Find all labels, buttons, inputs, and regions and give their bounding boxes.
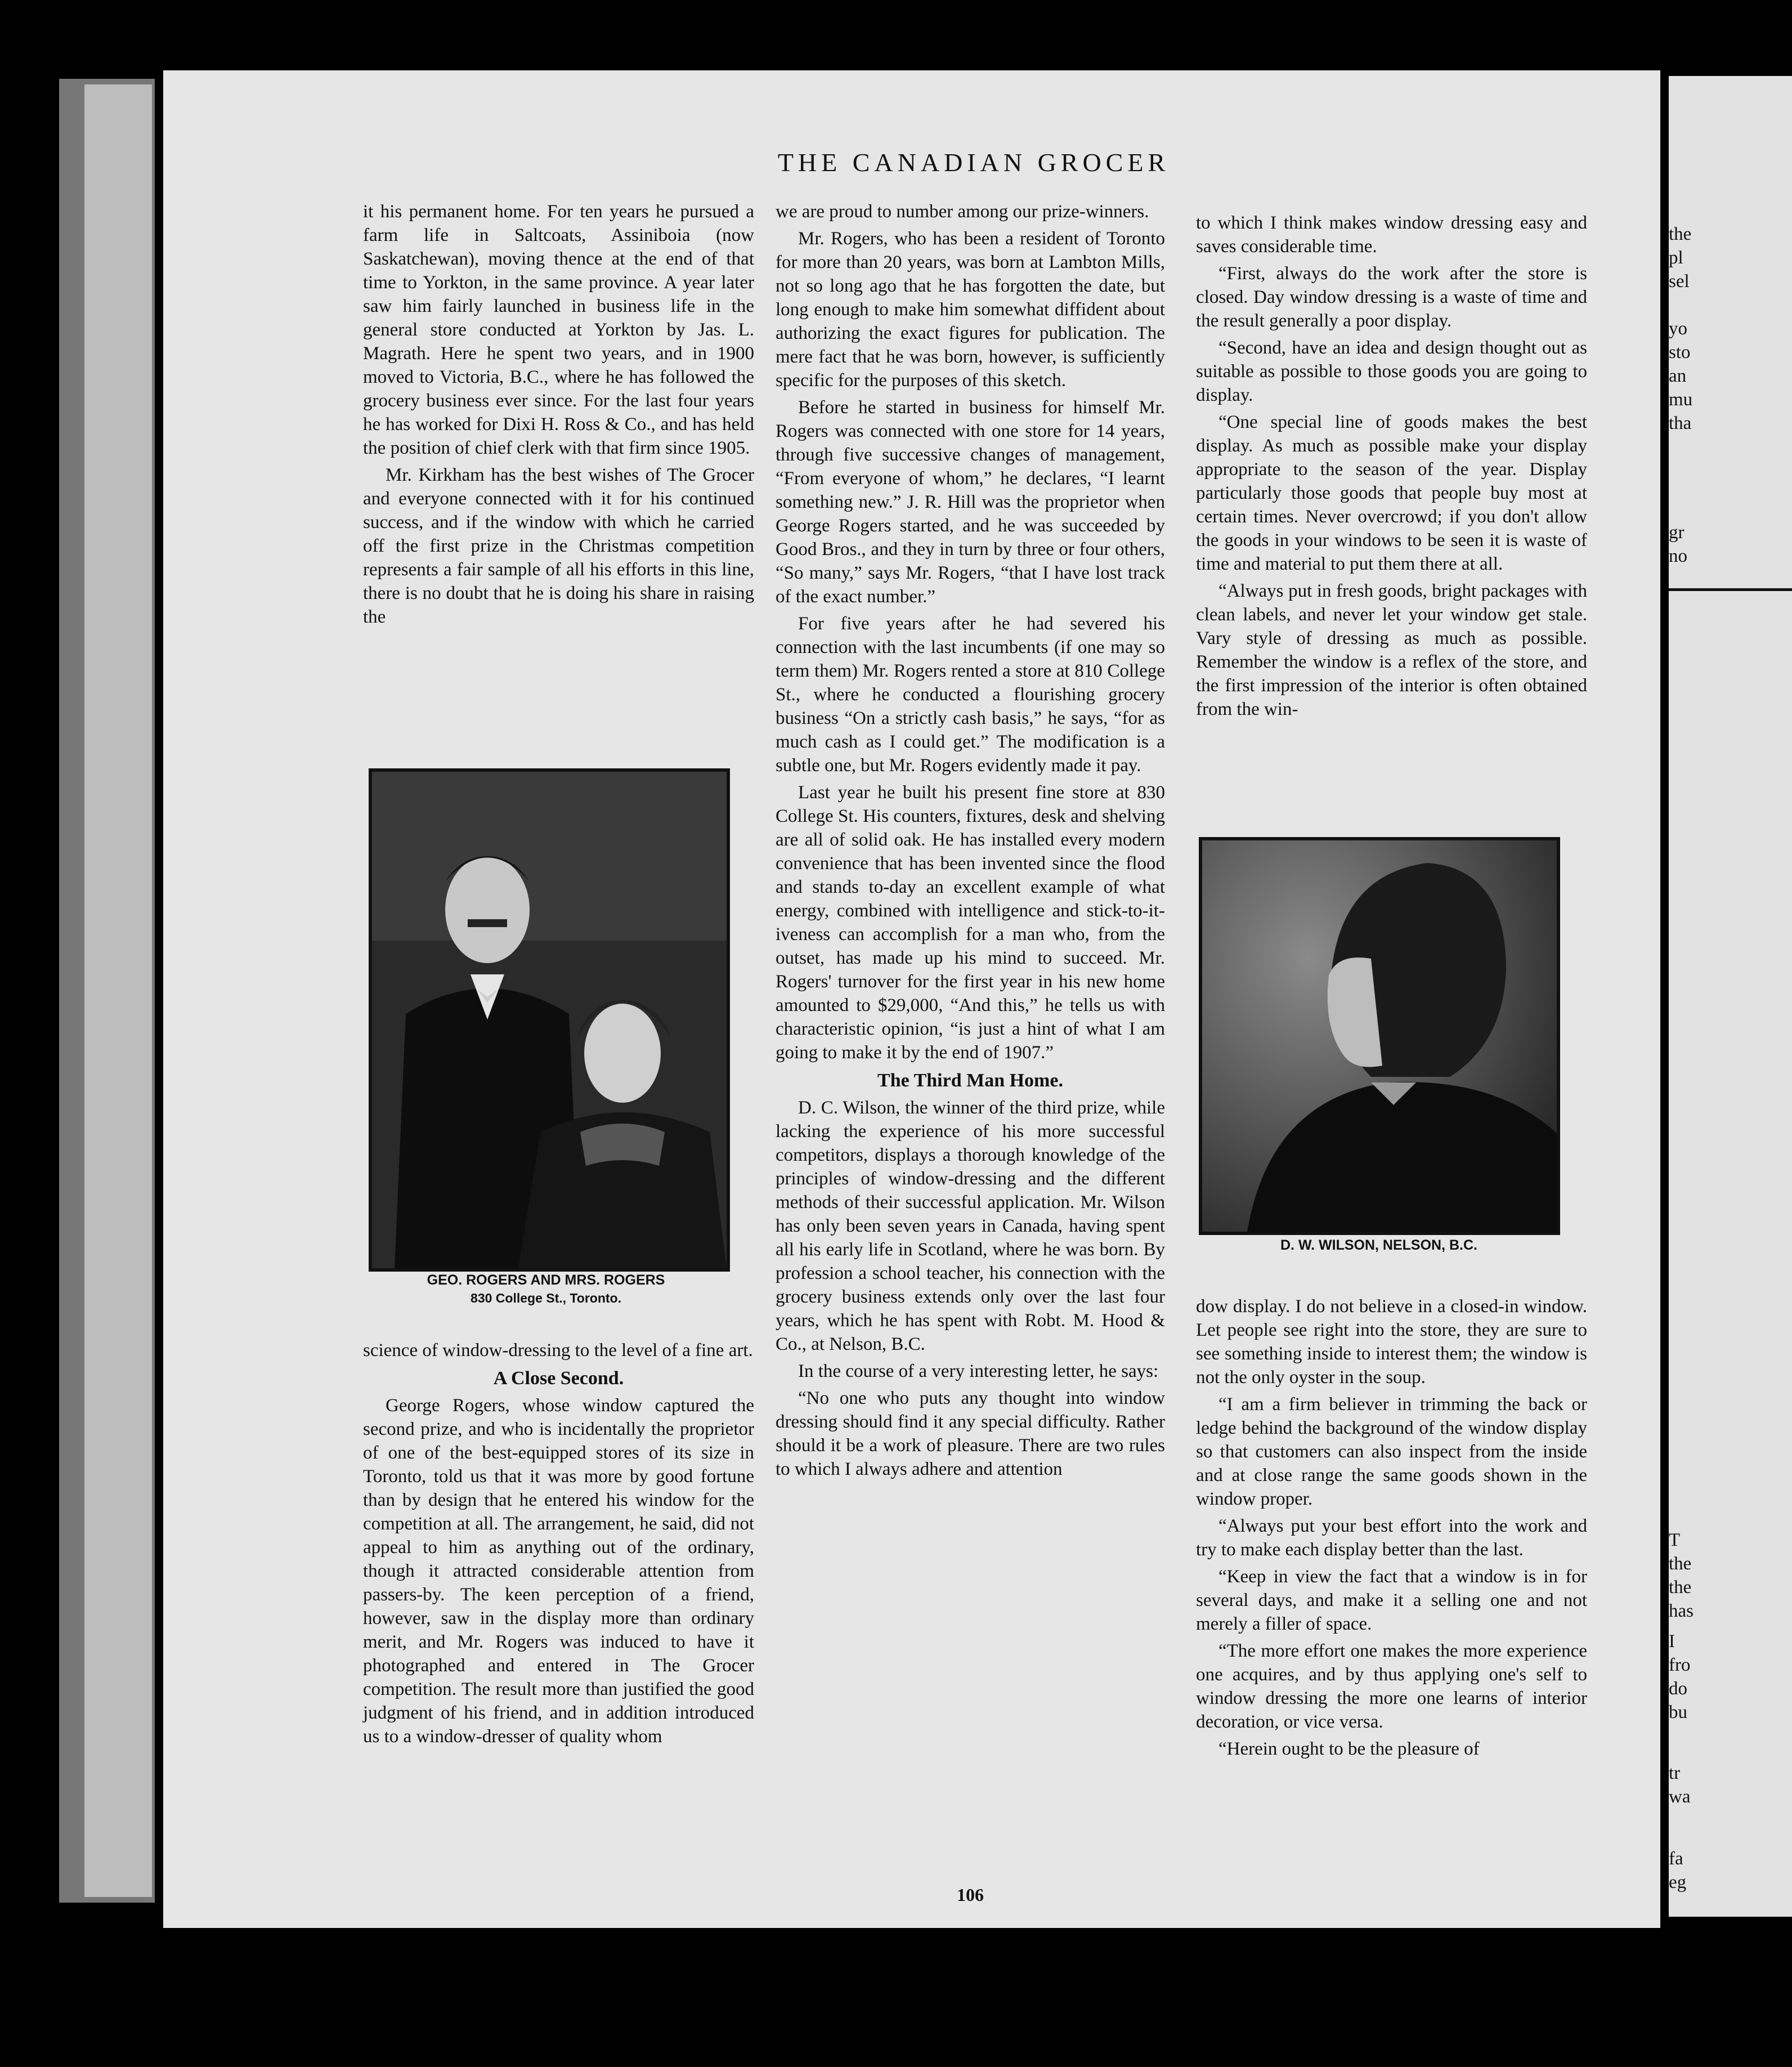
column-1-bottom bbox=[363, 1339, 754, 1752]
photo-rogers-caption bbox=[360, 1271, 732, 1307]
text-fragment: fa bbox=[1669, 1849, 1683, 1869]
paragraph: “Keep in view the fact that a window is in for several days, and make it a selling one and not merely a filler of space. bbox=[1196, 1567, 1587, 1634]
portrait-man-image bbox=[1202, 840, 1557, 1232]
text-fragment: T bbox=[1669, 1530, 1681, 1550]
text-fragment: the bbox=[1669, 1554, 1692, 1574]
text-fragment: the bbox=[1669, 224, 1692, 244]
text-fragment: fro bbox=[1669, 1655, 1691, 1675]
paragraph: D. C. Wilson, the winner of the third prize, while lacking the experience of his more successful competitors, displays a thorough knowledge of the principles of window-dressing and the different methods of their successful application. Mr. Wilson has only been seven years in Canada, having spent all his early life in Scotland, where he was born. By profession a school teacher, his connection with the grocery business extends only over the last four years, which he has spent with Robt. M. Hood & Co., at Nelson, B.C. bbox=[776, 1098, 1165, 1354]
paragraph: “Second, have an idea and design thought out as suitable as possible to those goods you are going to display. bbox=[1196, 338, 1587, 405]
text-fragment: eg bbox=[1669, 1872, 1687, 1892]
paragraph: science of window-dressing to the level of a fine art. bbox=[363, 1340, 753, 1361]
paragraph: “One special line of goods makes the best display. As much as possible make your display appropriate to the season of the year. Display particularly those goods that people buy most at certain times. Never overcrowd; if you don't allow the goods in your windows to be seen it is waste of time and material to put them there at all. bbox=[1196, 412, 1587, 574]
paragraph: “Herein ought to be the pleasure of bbox=[1218, 1739, 1480, 1759]
text-fragment: pl bbox=[1669, 248, 1683, 268]
divider bbox=[1669, 588, 1792, 591]
text-fragment: tr bbox=[1669, 1763, 1681, 1783]
paragraph: “Always put your best effort into the work and try to make each display better than the last. bbox=[1196, 1516, 1587, 1560]
paragraph: “The more effort one makes the more experience one acquires, and by thus applying one's self to window dressing the more one learns of interior decoration, or vice versa. bbox=[1196, 1641, 1587, 1732]
text-fragment: gr bbox=[1669, 522, 1685, 543]
column-1-top bbox=[363, 200, 754, 632]
paragraph: “I am a firm believer in trimming the back or ledge behind the background of the window display so that customers can also inspect from the inside and at close range the same goods shown in the window proper. bbox=[1196, 1394, 1587, 1509]
caption-line: GEO. ROGERS AND MRS. ROGERS bbox=[427, 1272, 665, 1288]
paragraph: Mr. Rogers, who has been a resident of Toronto for more than 20 years, was born at Lambton Mills, not so long ago that he has forgotten the date, but long enough to make him somewhat diffident about authorizing the exact figures for publication. The mere fact that he was born, however, is sufficiently specific for the purposes of this sketch. bbox=[776, 229, 1165, 391]
paragraph: it his permanent home. For ten years he pursued a farm life in Saltcoats, Assiniboia (now Saskatchewan), moving thence at the end of that time to Yorkton, in the same province. A year later saw him fairly launched in business life in the general store conducted at Yorkton by Jas. L. Magrath. Here he spent two years, and in 1900 moved to Victoria, B.C., where he has followed the grocery business ever since. For the last four years he has worked for Dixi H. Ross & Co., and has held the position of chief clerk with that firm since 1905. bbox=[363, 202, 754, 458]
column-3-bottom bbox=[1196, 1295, 1587, 1764]
portrait-couple-image bbox=[372, 772, 727, 1268]
text-fragment: do bbox=[1669, 1679, 1687, 1699]
caption-line: 830 College St., Toronto. bbox=[471, 1291, 621, 1305]
paragraph: George Rogers, whose window captured the second prize, and who is incidentally the proprietor of one of the best-equipped stores of its size in Toronto, told us that it was more by good fortune than by design that he entered his window for the competition at all. The arrangement, he said, did not appeal to him as anything out of the ordinary, though it attracted considerable attention from passers-by. The keen perception of a friend, however, saw in the display more than ordinary merit, and Mr. Rogers was induced to have it photographed and entered in The Grocer competition. The result more than justified the good judgment of his friend, and in addition introduced us to a window-dresser of quality whom bbox=[363, 1395, 754, 1747]
paragraph: Before he started in business for himself Mr. Rogers was connected with one store for 14 years, through five successive changes of management, “From everyone of whom,” he declares, “I learnt something new.” J. R. Hill was the proprietor when George Rogers started, and he was succeeded by Good Bros., and they in turn by three or four others, “So many,” says Mr. Rogers, “that I have lost track of the exact number.” bbox=[776, 397, 1165, 607]
book-page-stack bbox=[84, 84, 152, 1897]
paragraph: “Always put in fresh goods, bright packages with clean labels, and never let your window get stale. Vary style of dressing as much as possible. Remember the window is a reflex of the store, and the first impression of the interior is often obtained from the win- bbox=[1196, 581, 1587, 719]
text-fragment: mu bbox=[1669, 390, 1693, 410]
subheading: The Third Man Home. bbox=[877, 1070, 1063, 1091]
paragraph: Mr. Kirkham has the best wishes of The Grocer and everyone connected with it for his continued success, and if the window with which he carried off the first prize in the Christmas competition represents a fair sample of all his efforts in this line, there is no doubt that he is doing his share in raising the bbox=[363, 465, 754, 627]
text-fragment: yo bbox=[1669, 319, 1687, 339]
text-fragment: an bbox=[1669, 366, 1687, 386]
photo-rogers bbox=[369, 768, 730, 1272]
page-header: THE CANADIAN GROCER bbox=[777, 148, 1170, 177]
paragraph: “First, always do the work after the store is closed. Day window dressing is a waste of time and the result generally a poor display. bbox=[1196, 263, 1587, 331]
photo-wilson-caption: D. W. WILSON, NELSON, B.C. bbox=[1280, 1237, 1477, 1253]
text-fragment: wa bbox=[1669, 1787, 1691, 1807]
paragraph: to which I think makes window dressing easy and saves considerable time. bbox=[1196, 213, 1587, 257]
page-number: 106 bbox=[957, 1885, 984, 1905]
photo-wilson bbox=[1199, 837, 1560, 1235]
subheading: A Close Second. bbox=[493, 1368, 624, 1389]
paragraph: we are proud to number among our prize-winners. bbox=[776, 202, 1149, 222]
text-fragment: the bbox=[1669, 1577, 1692, 1598]
column-3-top bbox=[1196, 211, 1587, 724]
text-fragment: no bbox=[1669, 546, 1687, 566]
text-fragment: sel bbox=[1669, 271, 1690, 292]
text-fragment: tha bbox=[1669, 413, 1692, 433]
column-2 bbox=[776, 200, 1165, 1484]
text-fragment: sto bbox=[1669, 342, 1691, 363]
text-fragment: I bbox=[1669, 1631, 1675, 1652]
facing-page bbox=[1669, 76, 1792, 1917]
text-fragment: bu bbox=[1669, 1702, 1687, 1722]
paragraph: In the course of a very interesting letter, he says: bbox=[798, 1361, 1159, 1381]
paragraph: dow display. I do not believe in a closed-in window. Let people see right into the store, they are sure to see something inside to interest them; the window is not the only oyster in the soup. bbox=[1196, 1296, 1587, 1388]
text-fragment: has bbox=[1669, 1601, 1694, 1621]
paragraph: For five years after he had severed his connection with the last incumbents (if one may so term them) Mr. Rogers rented a store at 810 College St., where he conducted a flourishing grocery business “On a strictly cash basis,” he says, “for as much cash as I could get.” The modification is a subtle one, but Mr. Rogers evidently made it pay. bbox=[776, 614, 1165, 776]
paragraph: “No one who puts any thought into window dressing should find it any special difficulty. Rather should it be a work of pleasure. There are two rules to which I always adhere and attention bbox=[776, 1388, 1165, 1479]
paragraph: Last year he built his present fine store at 830 College St. His counters, fixtures, desk and shelving are all of solid oak. He has installed every modern convenience that has been invented since the flood and stands to-day an excellent example of what energy, combined with intelligence and stick-to-it-iveness can accomplish for a man who, from the outset, has made up his mind to succeed. Mr. Rogers' turnover for the first year in his new home amounted to $29,000, “And this,” he tells us with characteristic opinion, “is just a hint of what I am going to make it by the end of 1907.” bbox=[776, 782, 1165, 1063]
